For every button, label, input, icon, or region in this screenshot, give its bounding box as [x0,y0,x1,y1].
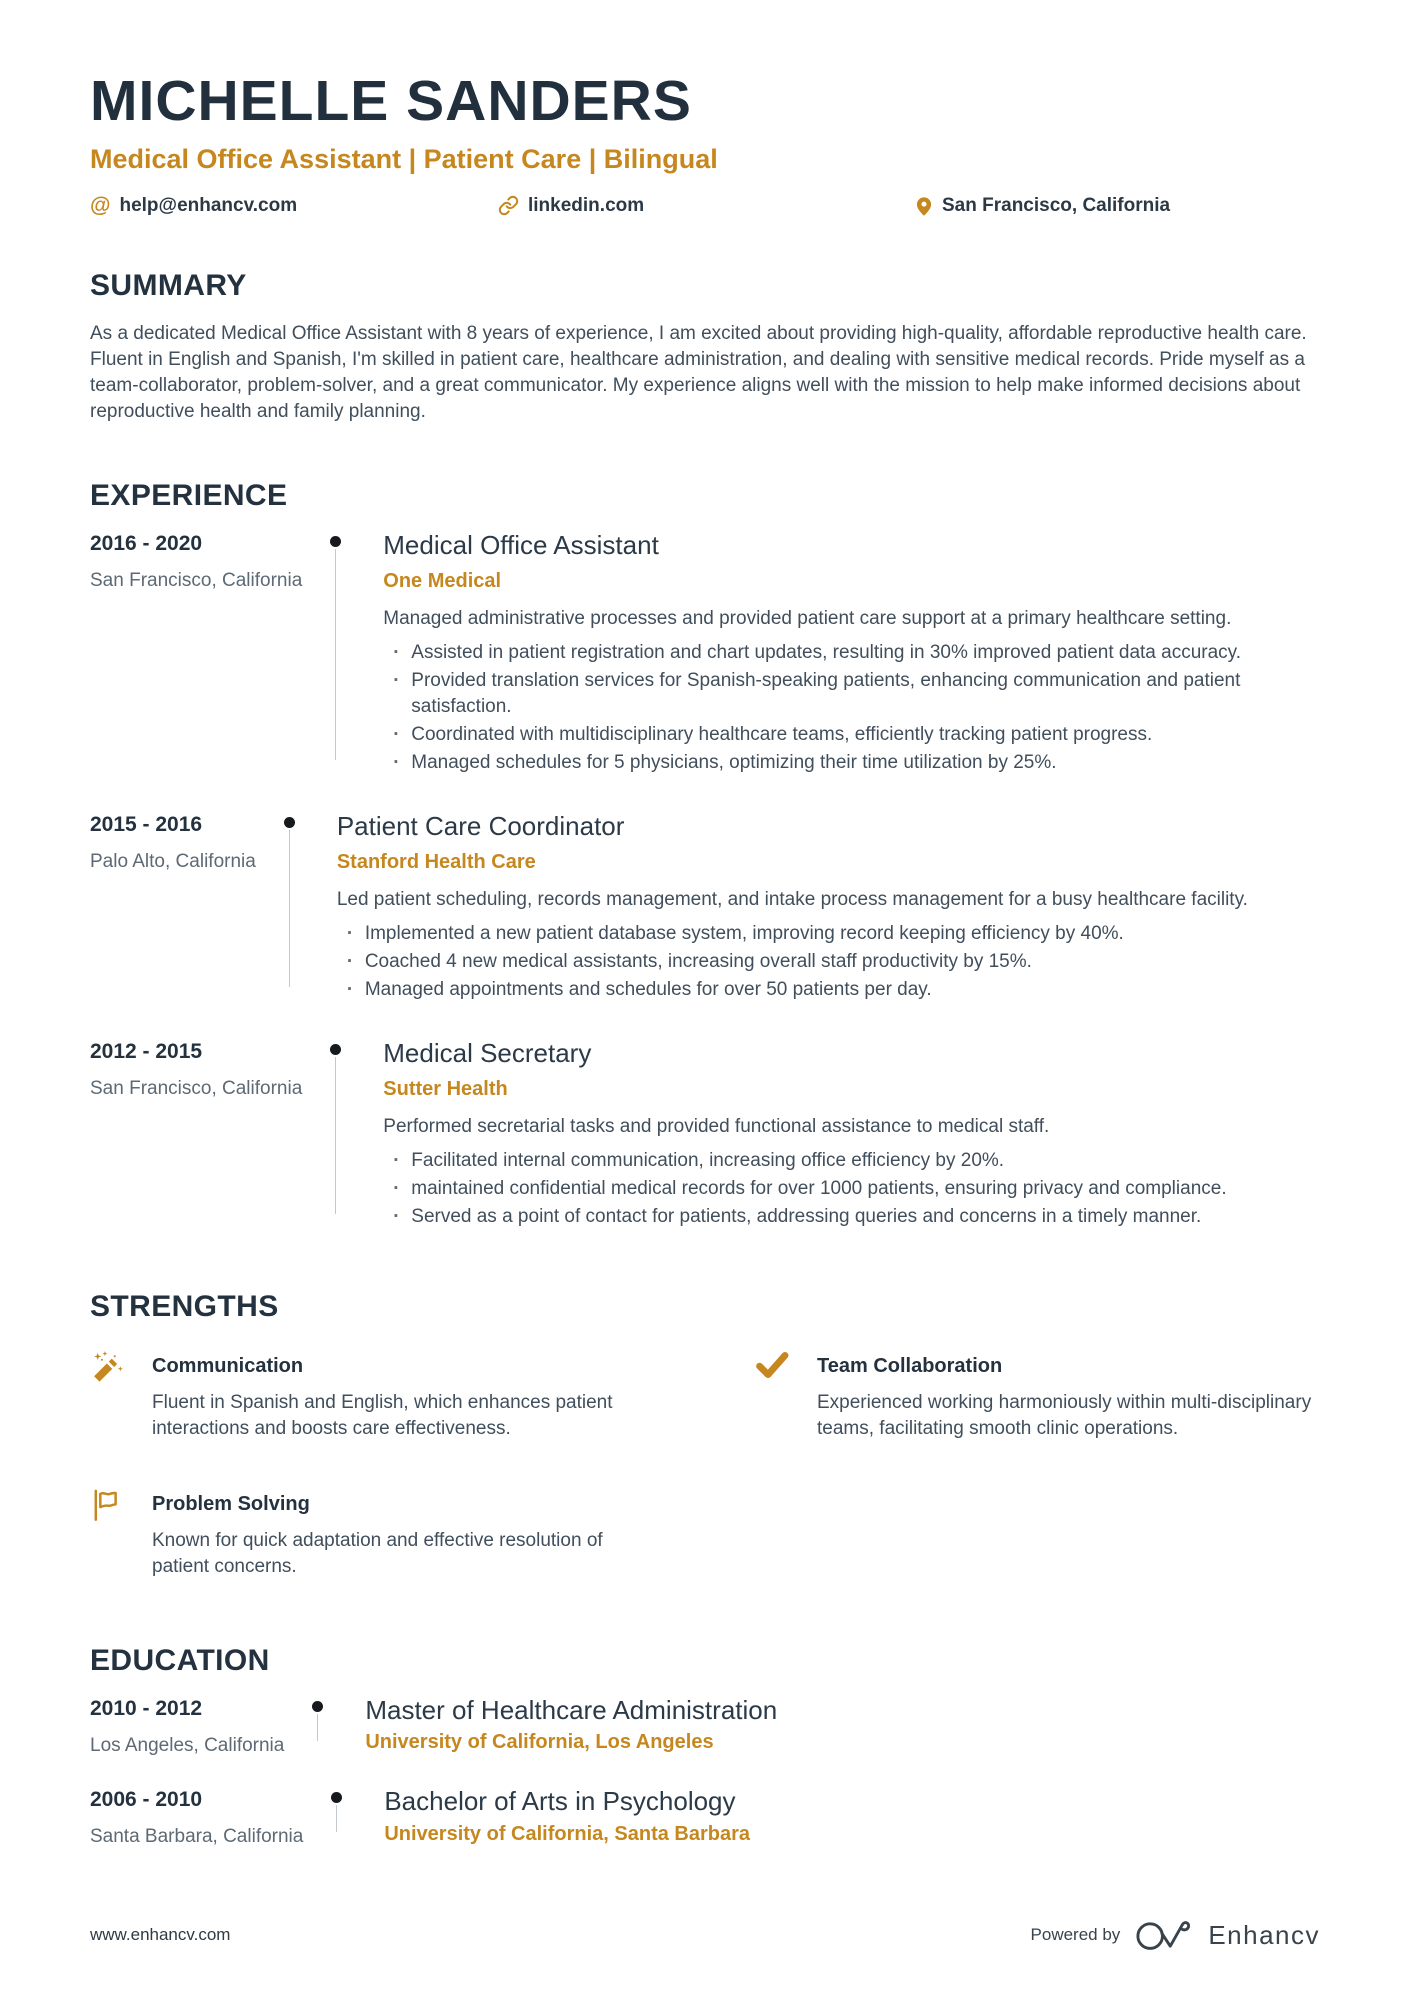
summary-section [90,269,1320,425]
degree-title: Master of Healthcare Administration [365,1694,778,1725]
job-bullet: · Implemented a new patient database system, improving record keeping efficiency by 40%. [337,921,1320,947]
strength-title: Communication [152,1354,304,1377]
education-detail [384,1787,1320,1848]
person-name: MICHELLE SANDERS [90,69,692,133]
experience-detail [383,531,1320,776]
timeline-dot-icon [284,817,295,828]
strength-body [152,1348,655,1442]
headline: Medical Office Assistant | Patient Care | Bilingual [90,143,718,174]
strength-item [755,1348,1320,1442]
timeline [330,1039,341,1230]
job-location: San Francisco, California [90,570,303,592]
brand-name: Enhancv [1208,1919,1320,1950]
summary-text: As a dedicated Medical Office Assistant with 8 years of experience, I am excited about providing high-quality, affordable reproductive health care. Fluent in English and Spanish, I'm skilled in patient care, healthcare administration, and dealing with sensitive medical records. Pride myself as a team-collaborator, problem-solver, and a great communicator. My experience aligns well with the mission to help make informed decisions about reproductive health and family planning. [90,322,1307,422]
job-location: Palo Alto, California [90,850,256,872]
timeline [284,812,295,1003]
date-range: 2010 - 2012 [90,1696,203,1720]
education-meta [90,1787,331,1848]
education-meta [90,1696,312,1757]
powered-by-label: Powered by [1030,1925,1121,1944]
contact-email-text: help@enhancv.com [119,194,298,216]
at-icon: @ [90,194,111,218]
education-detail [365,1696,1320,1757]
job-title: Patient Care Coordinator [336,810,625,841]
timeline-line [335,1057,336,1214]
job-bullet: · Provided translation services for Spanish-speaking patients, enhancing communication and patient satisfaction. [383,668,1320,720]
job-bullet: · Managed schedules for 5 physicians, optimizing their time utilization by 25%. [383,750,1320,776]
link-icon [498,195,519,216]
contact-linkedin[interactable] [498,195,915,217]
date-range: 2006 - 2010 [90,1787,203,1811]
strength-text: Fluent in Spanish and English, which enhances patient interactions and boosts care effectiveness. [152,1391,613,1439]
experience-section [90,479,1320,1230]
timeline-line [289,830,290,987]
education-heading: EDUCATION [90,1643,270,1677]
contact-linkedin-text: linkedin.com [528,194,645,216]
date-range: 2015 - 2016 [90,812,203,836]
job-bullets [383,640,1320,776]
contact-row [90,195,1320,217]
timeline-dot-icon [331,1792,342,1803]
school-location: Santa Barbara, California [90,1825,304,1847]
footer [90,1917,1320,1953]
education-item [90,1696,1320,1757]
job-bullet: · Facilitated internal communication, increasing office efficiency by 20%. [383,1148,1320,1174]
website-link[interactable]: www.enhancv.com [90,1925,231,1944]
job-bullet: · Served as a point of contact for patients, addressing queries and concerns in a timely manner. [383,1204,1320,1230]
timeline-dot-icon [330,536,341,547]
enhancv-logo-icon [1134,1917,1192,1953]
experience-heading: EXPERIENCE [90,478,288,512]
experience-detail [337,812,1320,1003]
job-bullet: · Coordinated with multidisciplinary healthcare teams, efficiently tracking patient progress. [383,722,1320,748]
check-icon [755,1350,791,1380]
powered-by [1031,1917,1320,1953]
job-bullets [383,1148,1320,1230]
school-name: University of California, Santa Barbara [384,1822,751,1845]
timeline [331,1787,342,1848]
job-description: Led patient scheduling, records management, and intake process management for a busy healthcare facility. [336,888,1248,910]
strength-item [90,1486,655,1580]
job-bullets [337,921,1320,1003]
strength-text: Known for quick adaptation and effective resolution of patient concerns. [152,1529,603,1577]
job-bullet: · Assisted in patient registration and chart updates, resulting in 30% improved patient data accuracy. [383,640,1320,666]
company-name: One Medical [383,569,502,592]
location-icon [915,195,933,217]
education-section [90,1644,1320,1848]
strength-item [90,1348,655,1442]
experience-meta [90,812,284,1003]
job-description: Managed administrative processes and provided patient care support at a primary healthcare setting. [383,607,1232,629]
school-name: University of California, Los Angeles [365,1731,714,1754]
degree-title: Bachelor of Arts in Psychology [384,1785,736,1816]
timeline-dot-icon [330,1044,341,1055]
strength-title: Team Collaboration [817,1354,1003,1377]
date-range: 2012 - 2015 [90,1039,203,1063]
strengths-section [90,1290,1320,1580]
experience-item [90,812,1320,1003]
experience-detail [383,1039,1320,1230]
strengths-grid [90,1348,1320,1580]
timeline-dot-icon [312,1701,323,1712]
magic-wand-icon [90,1350,126,1386]
experience-meta [90,1039,330,1230]
company-name: Stanford Health Care [336,850,536,873]
job-title: Medical Office Assistant [383,529,659,560]
summary-heading: SUMMARY [90,268,247,302]
strengths-heading: STRENGTHS [90,1289,279,1323]
job-location: San Francisco, California [90,1077,303,1099]
date-range: 2016 - 2020 [90,531,203,555]
flag-icon [90,1488,126,1522]
strength-text: Experienced working harmoniously within multi-disciplinary teams, facilitating smooth clinic operations. [817,1391,1312,1439]
timeline-line [317,1714,318,1741]
job-title: Medical Secretary [383,1037,592,1068]
job-bullet: · Managed appointments and schedules for over 50 patients per day. [337,977,1320,1003]
strength-body [817,1348,1320,1442]
school-location: Los Angeles, California [90,1734,285,1756]
timeline-line [336,1805,337,1832]
job-bullet: · Coached 4 new medical assistants, increasing overall staff productivity by 15%. [337,949,1320,975]
experience-meta [90,531,330,776]
contact-location-text: San Francisco, California [942,194,1171,216]
experience-item [90,1039,1320,1230]
job-description: Performed secretarial tasks and provided functional assistance to medical staff. [383,1115,1050,1137]
timeline [330,531,341,776]
timeline-line [335,549,336,760]
company-name: Sutter Health [383,1077,508,1100]
timeline [312,1696,323,1757]
header [90,69,1320,218]
contact-location [915,195,1170,217]
experience-item [90,531,1320,776]
strength-body [152,1486,655,1580]
strength-title: Problem Solving [152,1492,310,1515]
education-item [90,1787,1320,1848]
job-bullet: · maintained confidential medical records for over 1000 patients, ensuring privacy and compliance. [383,1176,1320,1202]
contact-email[interactable] [90,195,498,217]
